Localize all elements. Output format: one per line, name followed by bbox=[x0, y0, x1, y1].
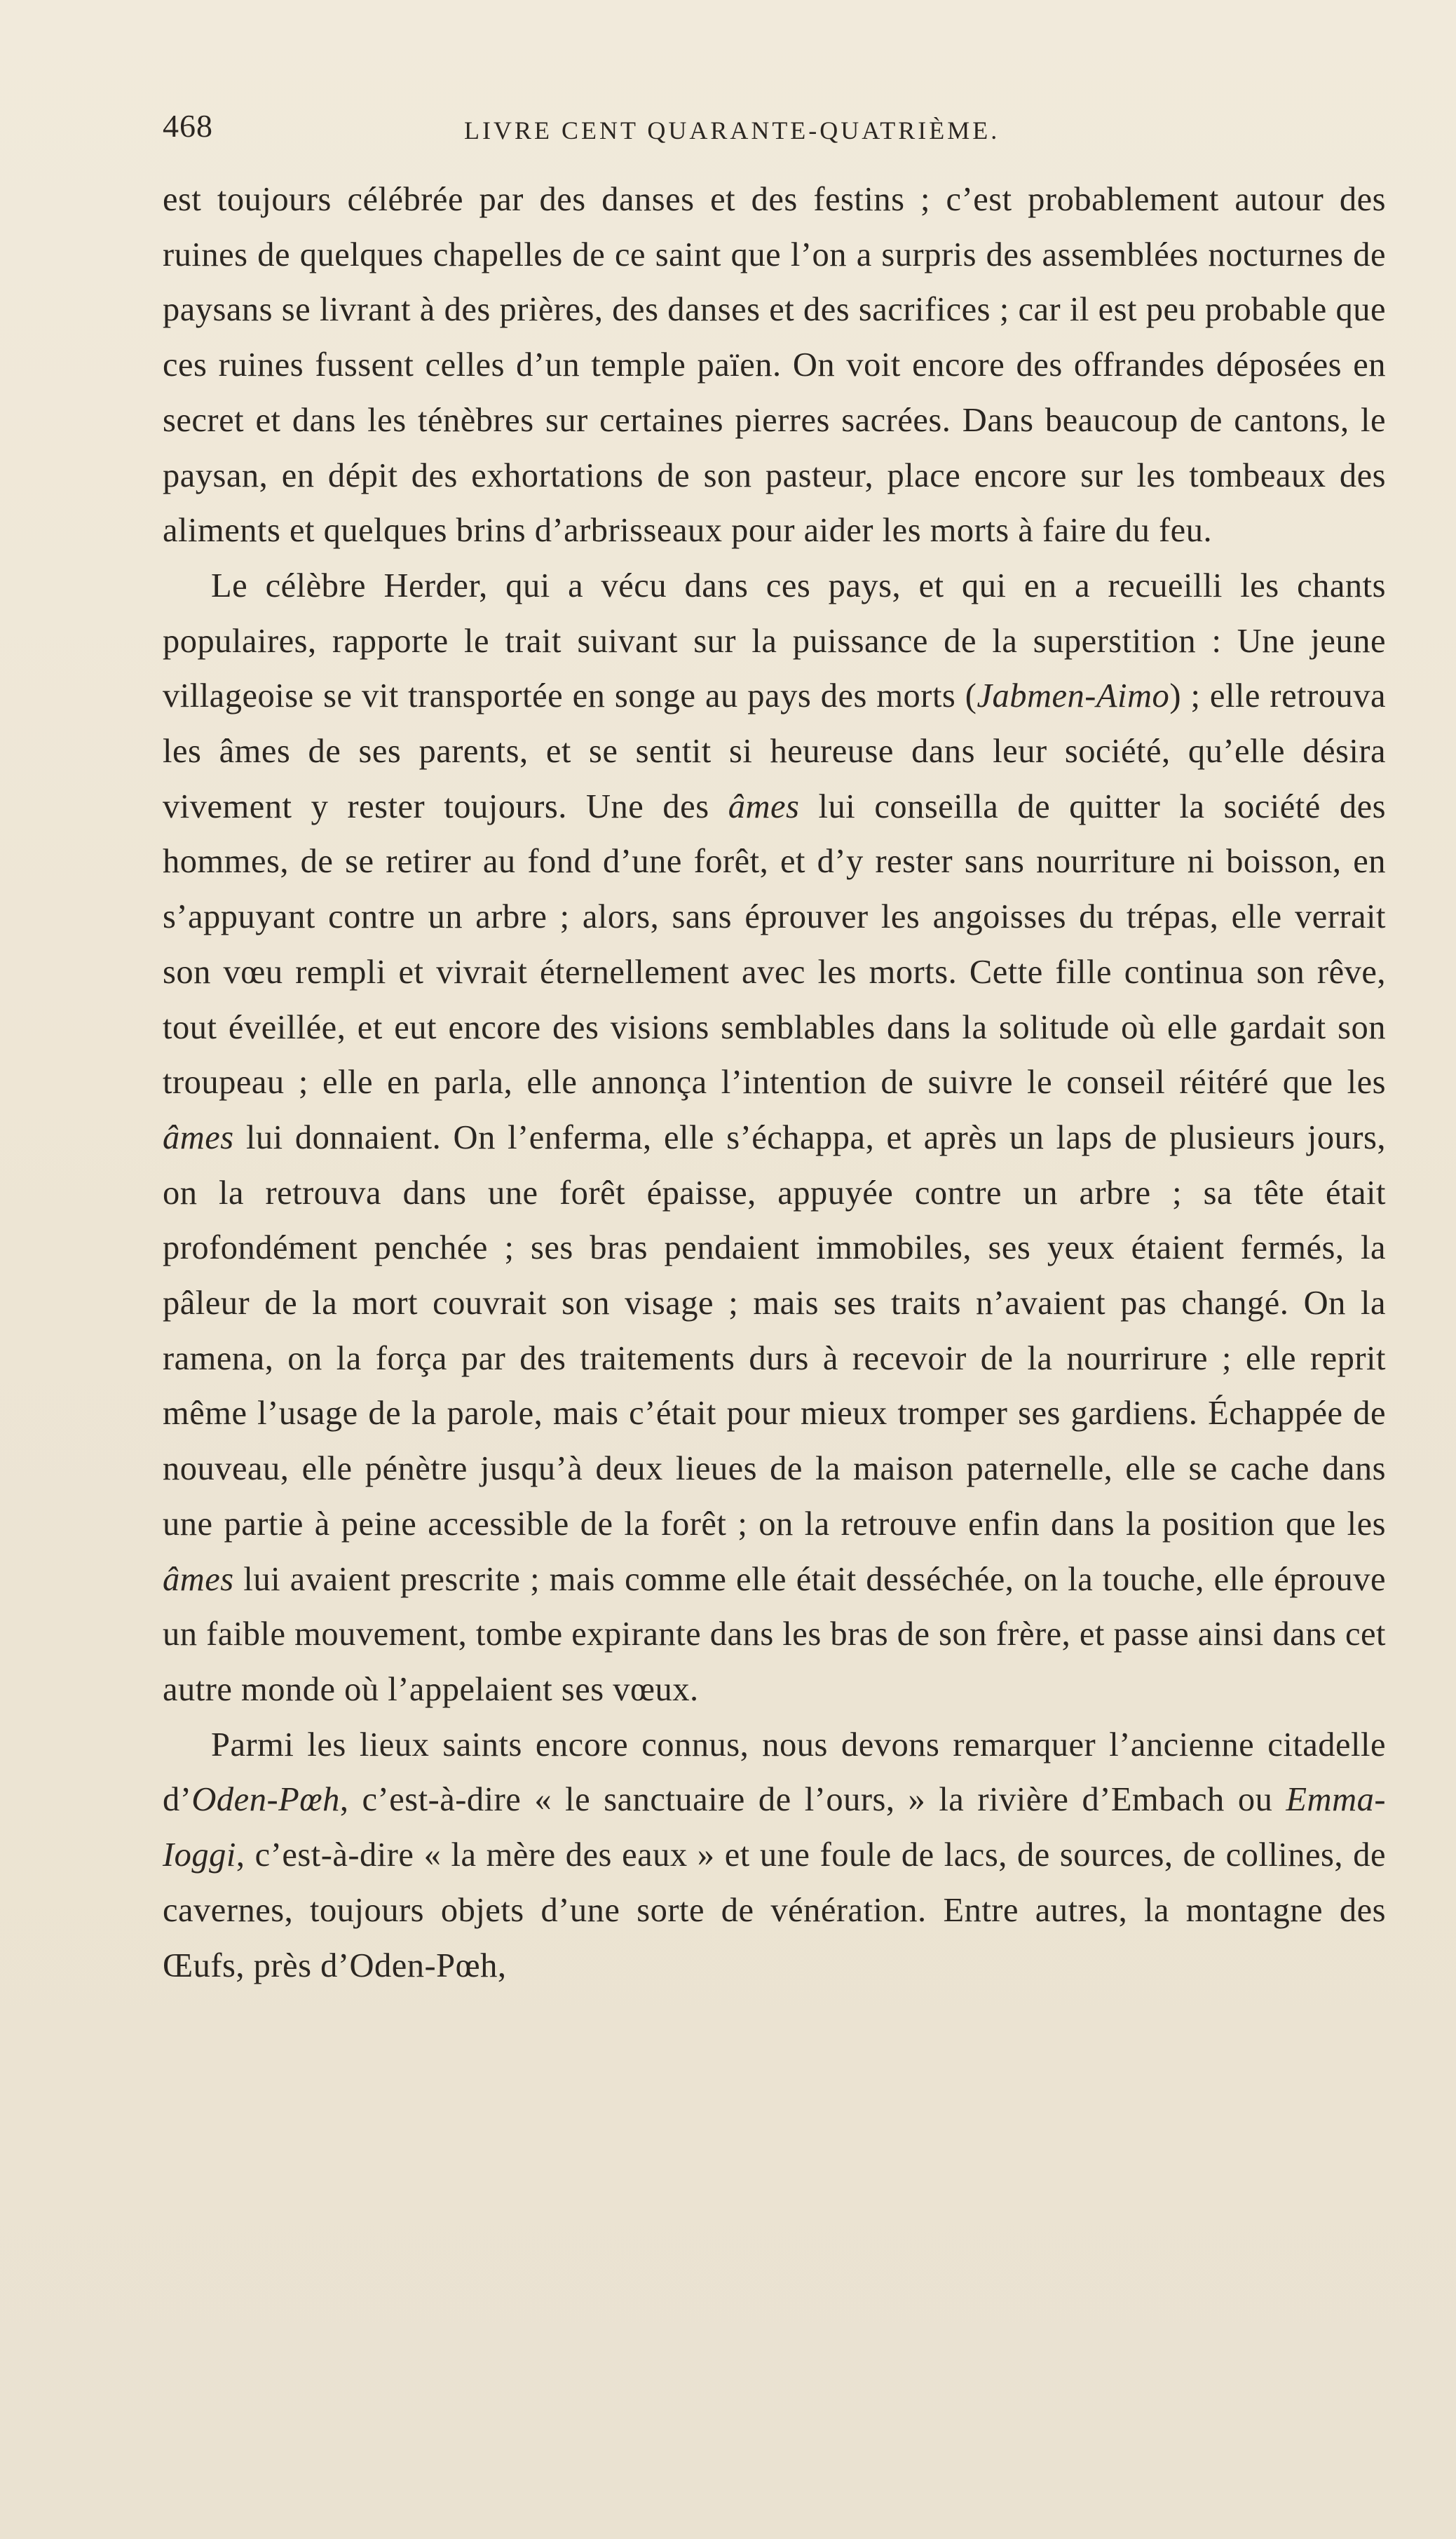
italic-term: Jabmen-Aimo bbox=[977, 677, 1170, 715]
text-segment: ) ; elle retrouva les âmes de ses parents, et se sentit si heureuse dans leur société, qu’elle désira vivement y rester toujours. Une des bbox=[163, 677, 1386, 825]
italic-term: âmes bbox=[728, 787, 800, 825]
paragraph-3 bbox=[163, 1718, 1386, 1994]
text-segment: , c’est-à-dire « le sanctuaire de l’ours, » la rivière d’Embach ou bbox=[339, 1781, 1286, 1819]
paragraph-2 bbox=[163, 559, 1386, 1718]
italic-term: Oden-Pœh bbox=[191, 1781, 340, 1819]
text-segment: est toujours célébrée par des danses et des festins ; c’est probablement autour des ruines de quelques chapelles de ce saint que l’on a surpris des assemblées nocturnes de paysans se livrant à des prières, des danses et des sacrifices ; car il est peu probable que ces ruines fussent celles d’un temple païen. On voit encore des offrandes déposées en secret et dans les ténèbres sur certaines pierres sacrées. Dans beaucoup de cantons, le paysan, en dépit des exhortations de son pasteur, place encore sur les tombeaux des aliments et quelques brins d’arbrisseaux pour aider les morts à faire du feu. bbox=[163, 181, 1386, 550]
text-segment: lui avaient prescrite ; mais comme elle était desséchée, on la touche, elle éprouve un faible mouvement, tombe expirante dans les bras de son frère, et passe ainsi dans cet autre monde où l’appelaient ses vœux. bbox=[163, 1560, 1386, 1708]
text-segment: Parmi les lieux saints encore connus, nous devons remarquer l’ancienne citadelle d’ bbox=[163, 1726, 1386, 1819]
text-segment: lui conseilla de quitter la société des hommes, de se retirer au fond d’une forêt, et d’y rester sans nourriture ni boisson, en s’appuyant contre un arbre ; alors, sans éprouver les angoisses du trépas, elle verrait son vœu rempli et vivrait éternellement avec les morts. Cette fille continua son rêve, tout éveillée, et eut encore des visions semblables dans la solitude où elle gardait son troupeau ; elle en parla, elle annonça l’intention de suivre le conseil réitéré que les bbox=[163, 787, 1387, 1102]
italic-term: âmes bbox=[163, 1118, 234, 1156]
text-segment: , c’est-à-dire « la mère des eaux » et une foule de lacs, de sources, de collines, de cavernes, toujours objets d’une sorte de vénération. Entre autres, la montagne des Œufs, près d’Oden-Pœh, bbox=[163, 1836, 1386, 1984]
page-number: 468 bbox=[163, 108, 213, 144]
body-text bbox=[163, 172, 1386, 1993]
paragraph-1 bbox=[163, 172, 1386, 559]
italic-term: Emma-Ioggi bbox=[163, 1781, 1386, 1874]
italic-term: âmes bbox=[163, 1560, 234, 1598]
text-segment: Le célèbre Herder, qui a vécu dans ces pays, et qui en a recueilli les chants populaires, rapporte le trait suivant sur la puissance de la superstition : Une jeune villageoise se vit transportée en songe au pays des morts ( bbox=[163, 567, 1386, 715]
text-segment: lui donnaient. On l’enferma, elle s’échappa, et après un laps de plusieurs jours, on la retrouva dans une forêt épaisse, appuyée contre un arbre ; sa tête était profondément penchée ; ses bras pendaient immobiles, ses yeux étaient fermés, la pâleur de la mort couvrait son visage ; mais ses traits n’avaient pas changé. On la ramena, on la força par des traitements durs à recevoir de la nourrirure ; elle reprit même l’usage de la parole, mais c’était pour mieux tromper ses gardiens. Échappée de nouveau, elle pénètre jusqu’à deux lieues de la maison paternelle, elle se cache dans une partie à peine accessible de la forêt ; on la retrouve enfin dans la position que les bbox=[163, 1118, 1386, 1543]
running-title: LIVRE CENT QUARANTE-QUATRIÈME. bbox=[464, 116, 1000, 144]
running-head bbox=[163, 104, 1386, 149]
